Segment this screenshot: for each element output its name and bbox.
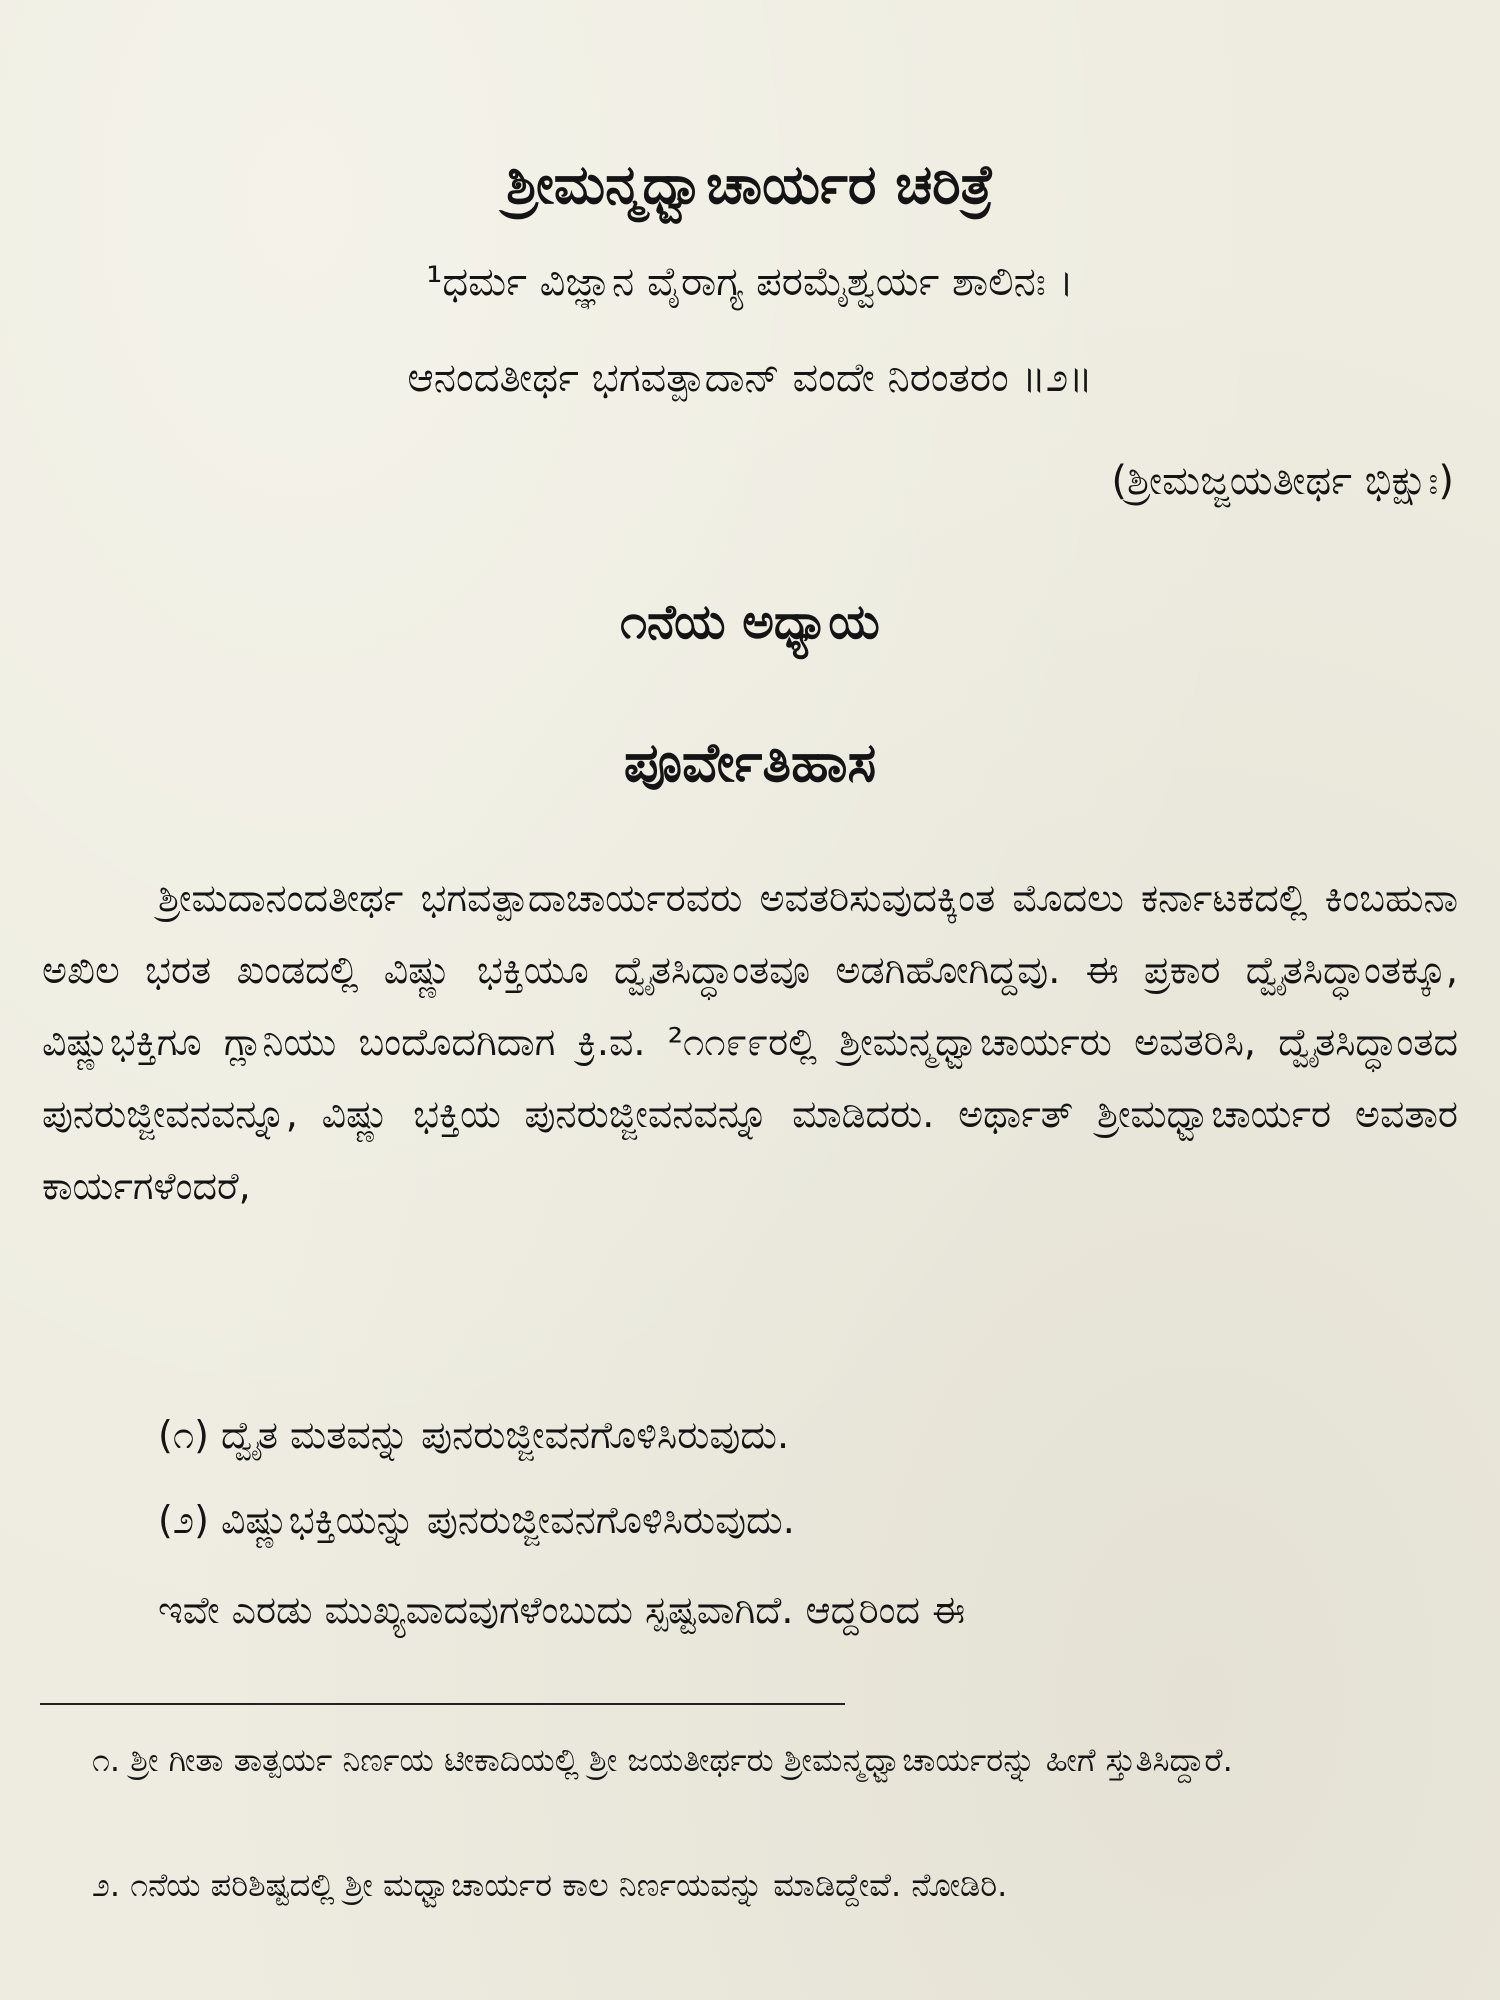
page-title: ಶ್ರೀಮನ್ಮಧ್ವಾಚಾರ್ಯರ ಚರಿತ್ರೆ: [506, 153, 994, 216]
body-paragraph-2: ಇವೇ ಎರಡು ಮುಖ್ಯವಾದವುಗಳೆಂಬುದು ಸ್ಪಷ್ಟವಾಗಿದೆ. ಆದ್ದರಿಂದ ಈ: [158, 1588, 966, 1632]
footnote-1: ೧. ಶ್ರೀ ಗೀತಾ ತಾತ್ಪರ್ಯ ನಿರ್ಣಯ ಟೀಕಾದಿಯಲ್ಲಿ ಶ್ರೀ ಜಯತೀರ್ಥರು ಶ್ರೀಮನ್ಮಧ್ವಾಚಾರ್ಯರನ್ನು ಹೀಗೆ ಸ್ತುತಿಸಿದ್ದಾರೆ.: [92, 1741, 1233, 1779]
verse-line-2: ಆನಂದತೀರ್ಥ ಭಗವತ್ಪಾದಾನ್ ವಂದೇ ನಿರಂತರಂ ॥೨॥: [407, 355, 1093, 401]
chapter-heading: ೧ನೆಯ ಅಧ್ಯಾಯ: [620, 594, 880, 650]
footnote-divider: [40, 1703, 845, 1705]
verse-line-1: ¹ಧರ್ಮ ವಿಜ್ಞಾನ ವೈರಾಗ್ಯ ಪರಮೈಶ್ವರ್ಯ ಶಾಲಿನಃ ।: [426, 259, 1074, 305]
body-paragraph-1: ಶ್ರೀಮದಾನಂದತೀರ್ಥ ಭಗವತ್ಪಾದಾಚಾರ್ಯರವರು ಅವತರಿಸುವುದಕ್ಕಿಂತ ಮೊದಲು ಕರ್ನಾಟಕದಲ್ಲಿ ಕಿಂಬಹುನಾ ಅಖಿಲ ಭರತ ಖಂಡದಲ್ಲಿ ವಿಷ್ಣು ಭಕ್ತಿಯೂ ದ್ವೈತಸಿದ್ಧಾಂತವೂ ಅಡಗಿಹೋಗಿದ್ದವು. ಈ ಪ್ರಕಾರ ದ್ವೈತಸಿದ್ಧಾಂತಕ್ಕೂ, ವಿಷ್ಣುಭಕ್ತಿಗೂ ಗ್ಲಾನಿಯು ಬಂದೊದಗಿದಾಗ ಕ್ರಿ.ವ. ²೧೧೯೯ರಲ್ಲಿ ಶ್ರೀಮನ್ಮಧ್ವಾಚಾರ್ಯರು ಅವತರಿಸಿ, ದ್ವೈತಸಿದ್ಧಾಂತದ ಪುನರುಜ್ಜೀವನವನ್ನೂ, ವಿಷ್ಣು ಭಕ್ತಿಯ ಪುನರುಜ್ಜೀವನವನ್ನೂ ಮಾಡಿದರು. ಅರ್ಥಾತ್ ಶ್ರೀಮಧ್ವಾಚಾರ್ಯರ ಅವತಾರ ಕಾರ್ಯಗಳೆಂದರೆ,: [42, 876, 1458, 1208]
section-heading: ಪೂರ್ವೇತಿಹಾಸ: [623, 731, 877, 794]
verse-attribution: (ಶ್ರೀಮಜ್ಜಯತೀರ್ಥ ಭಿಕ್ಷುಃ): [1111, 458, 1454, 504]
list-item-2: (೨) ವಿಷ್ಣುಭಕ್ತಿಯನ್ನು ಪುನರುಜ್ಜೀವನಗೊಳಿಸಿರುವುದು.: [158, 1498, 795, 1542]
footnote-2: ೨. ೧ನೆಯ ಪರಿಶಿಷ್ಟದಲ್ಲಿ ಶ್ರೀ ಮಧ್ವಾಚಾರ್ಯರ ಕಾಲ ನಿರ್ಣಯವನ್ನು ಮಾಡಿದ್ದೇವೆ. ನೋಡಿರಿ.: [92, 1866, 1008, 1904]
list-item-1: (೧) ದ್ವೈತ ಮತವನ್ನು ಪುನರುಜ್ಜೀವನಗೊಳಿಸಿರುವುದು.: [158, 1413, 790, 1457]
